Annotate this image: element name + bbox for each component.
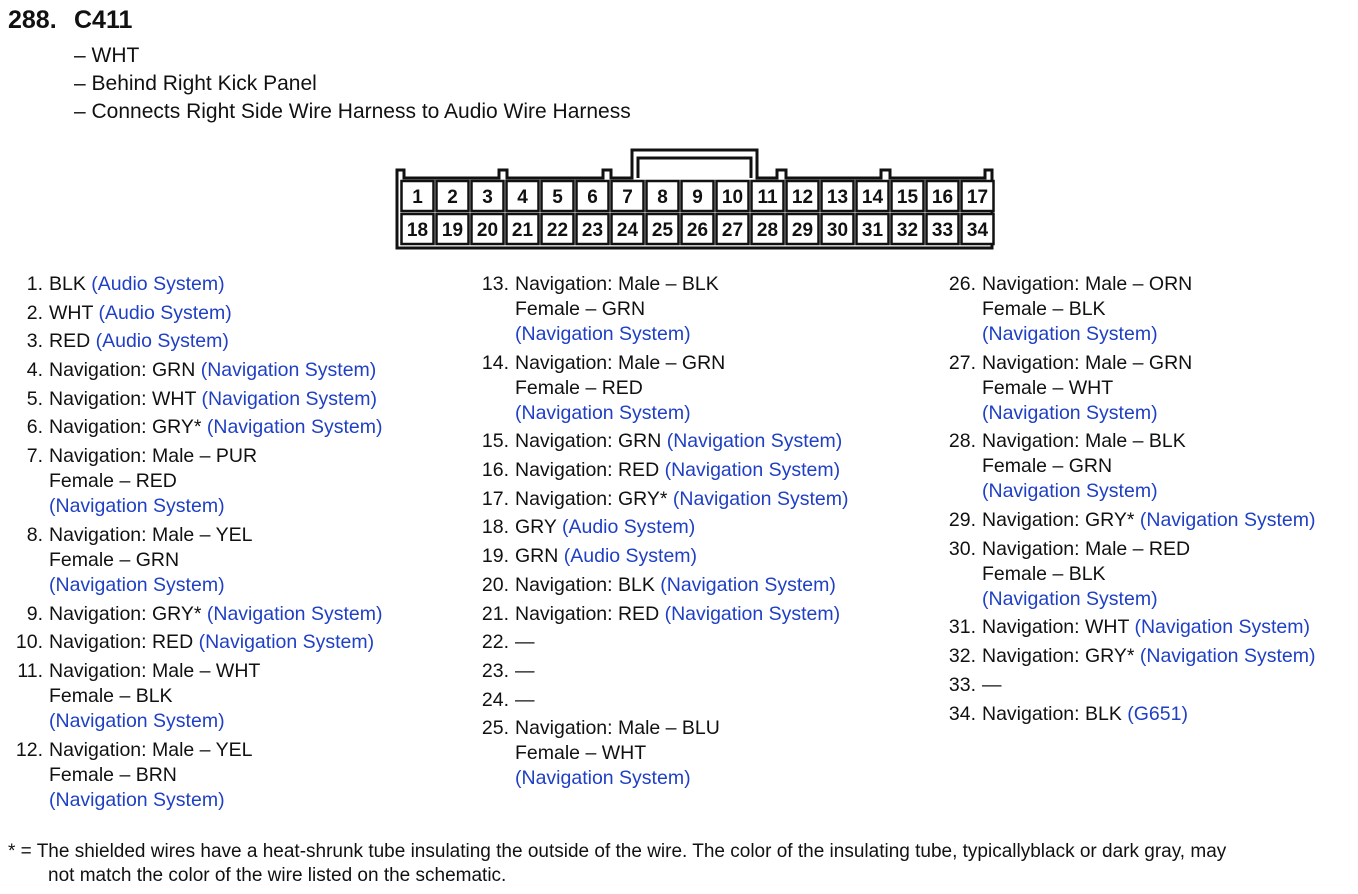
pin-number: 4 — [517, 187, 528, 208]
footnote-line-1: * = The shielded wires have a heat-shrunk tube insulating the outside of the wire. The color of the insulating tube, typicallyblack or dark gray, may — [8, 841, 1227, 862]
wire-description: Female – BLK — [982, 298, 1106, 320]
wire-description: Navigation: BLK — [515, 573, 661, 596]
pin-entry-line — [515, 573, 848, 598]
pin-number: 5 — [552, 187, 563, 208]
wire-description: — — [515, 688, 535, 711]
pin-number: 28 — [756, 220, 779, 241]
pin-entry-number: 19. — [481, 545, 509, 568]
pin-entry-line — [982, 479, 1315, 504]
pin-entry-number: 13. — [481, 273, 509, 295]
pin-number: 26 — [686, 220, 709, 241]
pin-entry-number: 32. — [948, 645, 976, 668]
pin-entry-line — [515, 401, 848, 426]
wire-description: Navigation: Male – PUR — [49, 445, 258, 468]
wire-description: Female – RED — [49, 470, 177, 493]
system-reference-link[interactable]: (Navigation System) — [664, 459, 841, 482]
wire-description: Female – WHT — [982, 376, 1114, 399]
system-reference-link[interactable]: (Navigation System) — [49, 788, 225, 811]
pin-entry-line — [515, 766, 848, 791]
pin-number: 10 — [721, 187, 744, 208]
wire-description: Female – GRN — [515, 298, 646, 320]
pin-entry — [12, 659, 382, 734]
wire-description: Female – GRN — [49, 548, 180, 571]
pin-entry-number: 34. — [948, 702, 976, 725]
pin-entry-line — [49, 523, 382, 548]
pin-number: 15 — [896, 187, 919, 208]
wire-description: WHT — [49, 301, 99, 324]
wire-description: GRN — [515, 545, 564, 568]
section-number: 288. — [8, 6, 57, 34]
pin-entry-line — [49, 788, 382, 813]
system-reference-link[interactable]: (Navigation System) — [201, 387, 378, 410]
pin-entry-number: 33. — [948, 673, 976, 696]
pin-entry — [12, 329, 382, 354]
pin-number: 19 — [441, 220, 464, 241]
wire-description: Navigation: GRN — [515, 430, 667, 453]
pin-entry-line — [982, 537, 1315, 562]
wire-description: Navigation: RED — [515, 459, 665, 482]
pin-entry-line — [49, 659, 382, 684]
system-reference-link[interactable]: (Navigation System) — [666, 430, 843, 453]
pin-entry-number: 11. — [17, 659, 43, 682]
pin-number: 3 — [482, 187, 493, 208]
system-reference-link[interactable]: (Navigation System) — [515, 323, 691, 345]
system-reference-link[interactable]: (Navigation System) — [200, 359, 377, 382]
pin-entry-line — [49, 573, 382, 598]
pin-entry-line — [982, 644, 1315, 669]
pin-entry — [945, 537, 1315, 612]
pin-entry-line — [49, 415, 382, 440]
pin-entry-line — [49, 763, 382, 788]
pin-number: 18 — [406, 220, 429, 241]
system-reference-link[interactable]: (Navigation System) — [206, 602, 383, 625]
pin-entry-line — [982, 351, 1315, 376]
pin-entry-number: 18. — [481, 516, 509, 539]
pin-number: 33 — [931, 220, 954, 241]
pin-entry — [945, 644, 1315, 669]
pin-entry-number: 14. — [481, 351, 509, 374]
pin-entry-line — [982, 562, 1315, 587]
pin-entry-line — [515, 630, 848, 655]
pin-entry-line — [49, 494, 382, 519]
pin-entry-line — [49, 387, 382, 412]
pin-entry-number: 29. — [948, 509, 976, 532]
connector-purpose: – Connects Right Side Wire Harness to Audio Wire Harness — [74, 98, 631, 126]
pin-entry-line — [49, 684, 382, 709]
pin-number: 34 — [966, 220, 989, 241]
wire-description: Female – GRN — [982, 455, 1113, 478]
system-reference-link[interactable]: (Navigation System) — [206, 416, 383, 439]
pin-entry-number: 9. — [26, 602, 43, 625]
pin-entry-line — [982, 429, 1315, 454]
wire-description: — — [982, 673, 1002, 696]
footnote-line-2: not match the color of the wire listed on the schematic. — [48, 865, 507, 886]
pin-entry — [478, 429, 848, 454]
pin-number: 23 — [581, 220, 604, 241]
pin-entry-line — [982, 615, 1315, 640]
pin-entry-number: 20. — [481, 573, 509, 596]
system-reference-link[interactable]: (G651) — [1127, 702, 1188, 725]
pin-entry-line — [515, 322, 848, 347]
footnote — [8, 840, 1353, 888]
pin-entry-number: 1. — [26, 273, 43, 295]
pin-entry-line — [515, 659, 848, 684]
wire-description: Navigation: WHT — [982, 616, 1135, 639]
pin-entry-line — [515, 716, 848, 741]
pin-entry-line — [515, 515, 848, 540]
pin-entry — [478, 659, 848, 684]
wire-description: Navigation: RED — [515, 602, 665, 625]
pin-entry-number: 5. — [26, 387, 43, 410]
wire-description: Navigation: Male – BLU — [515, 717, 720, 740]
wire-description: Navigation: WHT — [49, 387, 202, 410]
pin-entry — [945, 351, 1315, 426]
pin-entry-line — [515, 429, 848, 454]
pin-entry-line — [515, 544, 848, 569]
pin-entry-line — [982, 401, 1315, 426]
wire-description: Female – BLK — [49, 684, 173, 707]
wire-description: Navigation: BLK — [982, 702, 1128, 725]
pin-entry-number: 21. — [481, 602, 509, 625]
pin-entry — [12, 444, 382, 519]
system-reference-link[interactable]: (Audio System) — [561, 516, 696, 539]
pin-entry — [945, 429, 1315, 504]
pin-entry — [478, 602, 848, 627]
pin-entry-line — [982, 272, 1315, 297]
pin-entry — [945, 673, 1315, 698]
pin-number: 32 — [896, 220, 919, 241]
system-reference-link[interactable]: (Navigation System) — [1139, 645, 1316, 668]
system-reference-link[interactable]: (Navigation System) — [664, 602, 841, 625]
pin-entry-line — [982, 297, 1315, 322]
pin-entry — [12, 301, 382, 326]
wire-description: Navigation: GRY* — [49, 416, 207, 439]
pin-number: 1 — [412, 187, 423, 208]
system-reference-link[interactable]: (Audio System) — [95, 330, 229, 353]
system-reference-link[interactable]: (Audio System) — [91, 273, 225, 295]
pin-number: 6 — [587, 187, 598, 208]
pin-entry-number: 15. — [481, 430, 509, 453]
pin-entry-line — [49, 469, 382, 494]
pin-number: 21 — [511, 220, 534, 241]
system-reference-link[interactable]: (Navigation System) — [982, 323, 1158, 345]
system-reference-link[interactable]: (Audio System) — [563, 545, 698, 568]
pin-entry-line — [49, 444, 382, 469]
pin-entry-number: 4. — [26, 359, 43, 382]
pin-entry-number: 27. — [948, 351, 976, 374]
pin-number: 24 — [616, 220, 639, 241]
pin-entry-number: 31. — [948, 616, 976, 639]
system-reference-link[interactable]: (Navigation System) — [660, 573, 836, 596]
wire-description: RED — [49, 330, 96, 353]
wire-description: BLK — [49, 273, 92, 295]
pin-number: 29 — [791, 220, 814, 241]
pin-entry-line — [982, 376, 1315, 401]
pin-entry-line — [49, 630, 382, 655]
pin-entry-line — [515, 688, 848, 713]
pin-entry-number: 10. — [15, 631, 43, 654]
pin-list-column-2 — [478, 272, 848, 795]
system-reference-link[interactable]: (Navigation System) — [1134, 616, 1311, 639]
pin-entry-number: 26. — [948, 273, 976, 295]
pin-entry-number: 12. — [15, 738, 43, 761]
pin-entry-line — [49, 358, 382, 383]
pin-list-column-3 — [945, 272, 1315, 730]
pin-number: 31 — [861, 220, 884, 241]
pin-entry — [478, 630, 848, 655]
pin-entry — [478, 487, 848, 512]
pin-entry — [478, 351, 848, 426]
pin-entry — [12, 272, 382, 297]
pin-entry — [12, 602, 382, 627]
connector-details — [74, 42, 631, 126]
wire-description: Navigation: GRN — [49, 359, 201, 382]
system-reference-link[interactable]: (Audio System) — [98, 301, 232, 324]
pin-entry — [12, 358, 382, 383]
wire-description: Navigation: GRY* — [515, 487, 673, 510]
pin-entry-line — [515, 351, 848, 376]
wire-description: Female – BRN — [49, 763, 177, 786]
wire-description: Navigation: Male – GRN — [982, 351, 1193, 374]
wire-description: Navigation: Male – YEL — [49, 738, 253, 761]
pin-list-column-1 — [12, 272, 382, 816]
pin-entry — [12, 387, 382, 412]
pin-entry-line — [515, 376, 848, 401]
system-reference-link[interactable]: (Navigation System) — [515, 401, 691, 424]
pin-entry — [945, 272, 1315, 347]
pin-entry-line — [49, 329, 382, 354]
wire-description: Navigation: Male – BLK — [982, 430, 1186, 453]
pin-number: 7 — [622, 187, 633, 208]
pin-entry — [478, 544, 848, 569]
pin-entry-line — [982, 322, 1315, 347]
pin-entry-line — [49, 602, 382, 627]
pin-entry-line — [49, 738, 382, 763]
pin-entry-number: 24. — [481, 688, 509, 711]
system-reference-link[interactable]: (Navigation System) — [1139, 509, 1316, 532]
pin-number: 14 — [861, 187, 884, 208]
system-reference-link[interactable]: (Navigation System) — [982, 480, 1158, 503]
wire-description: Female – WHT — [515, 742, 647, 765]
pin-number: 30 — [826, 220, 849, 241]
pin-entry-line — [515, 458, 848, 483]
page-title — [8, 6, 132, 35]
pin-entry-number: 8. — [26, 523, 43, 546]
pin-entry-line — [982, 454, 1315, 479]
pin-number: 17 — [966, 187, 989, 208]
pin-entry — [478, 515, 848, 540]
connector-color: – WHT — [74, 42, 631, 70]
wire-description: — — [515, 659, 535, 682]
wire-description: Navigation: RED — [49, 631, 199, 654]
wire-description: Navigation: GRY* — [49, 602, 207, 625]
pin-entry-number: 22. — [481, 631, 509, 654]
pin-entry — [478, 272, 848, 347]
pin-entry-number: 25. — [481, 717, 509, 740]
wire-description: Female – BLK — [982, 562, 1106, 585]
pin-entry — [478, 573, 848, 598]
wire-description: Navigation: Male – YEL — [49, 523, 253, 546]
pin-number: 12 — [791, 187, 814, 208]
pin-number: 9 — [692, 187, 703, 208]
system-reference-link[interactable]: (Navigation System) — [982, 401, 1158, 424]
wire-description: Navigation: Male – ORN — [982, 273, 1193, 295]
pin-entry-line — [515, 602, 848, 627]
wire-description: Navigation: Male – WHT — [49, 659, 261, 682]
connector-location: – Behind Right Kick Panel — [74, 70, 631, 98]
wire-description: — — [515, 631, 535, 654]
wire-description: Navigation: GRY* — [982, 509, 1140, 532]
system-reference-link[interactable]: (Navigation System) — [672, 487, 849, 510]
pin-entry-number: 17. — [481, 487, 509, 510]
pin-entry — [945, 615, 1315, 640]
pin-entry-number: 7. — [26, 445, 43, 468]
pin-number: 25 — [651, 220, 674, 241]
pin-number: 20 — [476, 220, 499, 241]
system-reference-link[interactable]: (Navigation System) — [198, 631, 375, 654]
pin-entry — [945, 702, 1315, 727]
pin-entry-line — [982, 673, 1315, 698]
wire-description: GRY — [515, 516, 562, 539]
pin-entry-number: 2. — [26, 301, 43, 324]
pin-entry — [12, 630, 382, 655]
pin-entry-line — [49, 301, 382, 326]
pin-entry-number: 16. — [481, 459, 509, 482]
system-reference-link[interactable]: (Navigation System) — [49, 495, 225, 518]
pin-entry-line — [982, 702, 1315, 727]
pin-entry-line — [982, 587, 1315, 612]
pin-entry-line — [515, 741, 848, 766]
pin-entry-line — [515, 272, 848, 297]
pin-entry-number: 6. — [26, 416, 43, 439]
pin-number: 8 — [657, 187, 668, 208]
pin-entry-line — [49, 709, 382, 734]
pin-number: 16 — [931, 187, 954, 208]
pin-number: 27 — [721, 220, 744, 241]
wire-description: Navigation: Male – BLK — [515, 273, 719, 295]
pin-number: 2 — [447, 187, 458, 208]
pin-entry-number: 28. — [948, 430, 976, 453]
pin-entry — [12, 738, 382, 813]
system-reference-link[interactable]: (Navigation System) — [982, 587, 1158, 610]
pin-entry-number: 3. — [26, 330, 43, 353]
wire-description: Navigation: GRY* — [982, 645, 1140, 668]
connector-face-diagram — [395, 148, 995, 252]
wire-description: Navigation: Male – RED — [982, 537, 1191, 560]
pin-entry — [478, 688, 848, 713]
pin-number: 13 — [826, 187, 849, 208]
pin-number: 11 — [757, 187, 778, 208]
wire-description: Navigation: Male – GRN — [515, 351, 726, 374]
system-reference-link[interactable]: (Navigation System) — [49, 573, 225, 596]
system-reference-link[interactable]: (Navigation System) — [49, 709, 225, 732]
pin-entry-number: 23. — [481, 659, 509, 682]
pin-entry-line — [515, 487, 848, 512]
pin-entry-line — [982, 508, 1315, 533]
pin-number: 22 — [546, 220, 569, 241]
wire-description: Female – RED — [515, 376, 643, 399]
pin-entry-line — [49, 548, 382, 573]
pin-entry — [945, 508, 1315, 533]
pin-entry — [478, 458, 848, 483]
connector-id: C411 — [74, 6, 133, 34]
system-reference-link[interactable]: (Navigation System) — [515, 767, 691, 790]
pin-entry-line — [49, 272, 382, 297]
pin-entry — [12, 523, 382, 598]
pin-entry — [12, 415, 382, 440]
pin-entry — [478, 716, 848, 791]
pin-entry-number: 30. — [948, 537, 976, 560]
pin-entry-line — [515, 297, 848, 322]
